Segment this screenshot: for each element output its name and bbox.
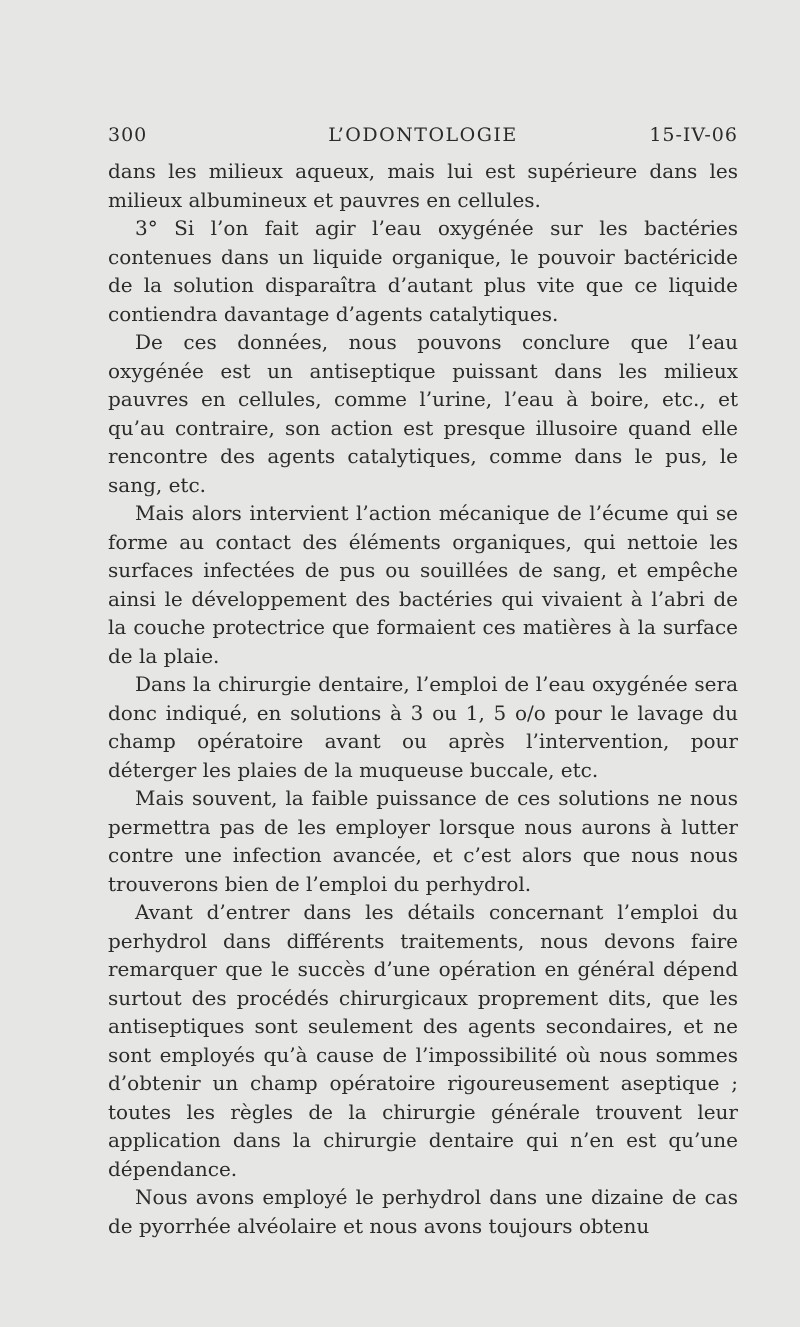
paragraph-continuation: dans les milieux aqueux, mais lui est supérieure dans les milieux albumineux et pauvres en cellules. bbox=[108, 159, 738, 212]
paragraph: De ces données, nous pouvons conclure que l’eau oxygénée est un antiseptique puissant dans les milieux pauvres en cellules, comme l’urine, l’eau à boire, etc., et qu’au contraire, son action est presque illusoire quand elle rencontre des agents catalytiques, comme dans le pus, le sang, etc. bbox=[108, 330, 738, 497]
issue-date: 15-IV-06 bbox=[649, 124, 738, 146]
text-body bbox=[108, 157, 738, 1240]
page-number: 300 bbox=[108, 124, 148, 146]
running-title: L’ODONTOLOGIE bbox=[328, 124, 518, 146]
paragraph: Dans la chirurgie dentaire, l’emploi de l’eau oxygénée sera donc indiqué, en solutions à 3 ou 1, 5 o/o pour le lavage du champ opératoire avant ou après l’intervention, pour déterger les plaies de la muqueuse buccale, etc. bbox=[108, 672, 738, 782]
paragraph: Mais souvent, la faible puissance de ces solutions ne nous permettra pas de les employer lorsque nous aurons à lutter contre une infection avancée, et c’est alors que nous nous trouverons bien de l’emploi du perhydrol. bbox=[108, 786, 738, 896]
paragraph: Avant d’entrer dans les détails concernant l’emploi du perhydrol dans différents traitements, nous devons faire remarquer que le succès d’une opération en général dépend surtout des procédés chirurgicaux proprement dits, que les antiseptiques sont seulement des agents secondaires, et ne sont employés qu’à cause de l’impossibilité où nous sommes d’obtenir un champ opératoire rigoureusement aseptique ; toutes les règles de la chirurgie générale trouvent leur application dans la chirurgie dentaire qui n’en est qu’une dépendance. bbox=[108, 900, 738, 1181]
paragraph: 3° Si l’on fait agir l’eau oxygénée sur les bactéries contenues dans un liquide organique, le pouvoir bactéricide de la solution disparaîtra d’autant plus vite que ce liquide contiendra davantage d’agents catalytiques. bbox=[108, 216, 738, 326]
running-header bbox=[108, 124, 738, 154]
paragraph: Mais alors intervient l’action mécanique de l’écume qui se forme au contact des éléments organiques, qui nettoie les surfaces infectées de pus ou souillées de sang, et empêche ainsi le développement des bactéries qui vivaient à l’abri de la couche protectrice que formaient ces matières à la surface de la plaie. bbox=[108, 501, 738, 668]
paragraph: Nous avons employé le perhydrol dans une dizaine de cas de pyorrhée alvéolaire et nous avons toujours obtenu bbox=[108, 1185, 738, 1238]
